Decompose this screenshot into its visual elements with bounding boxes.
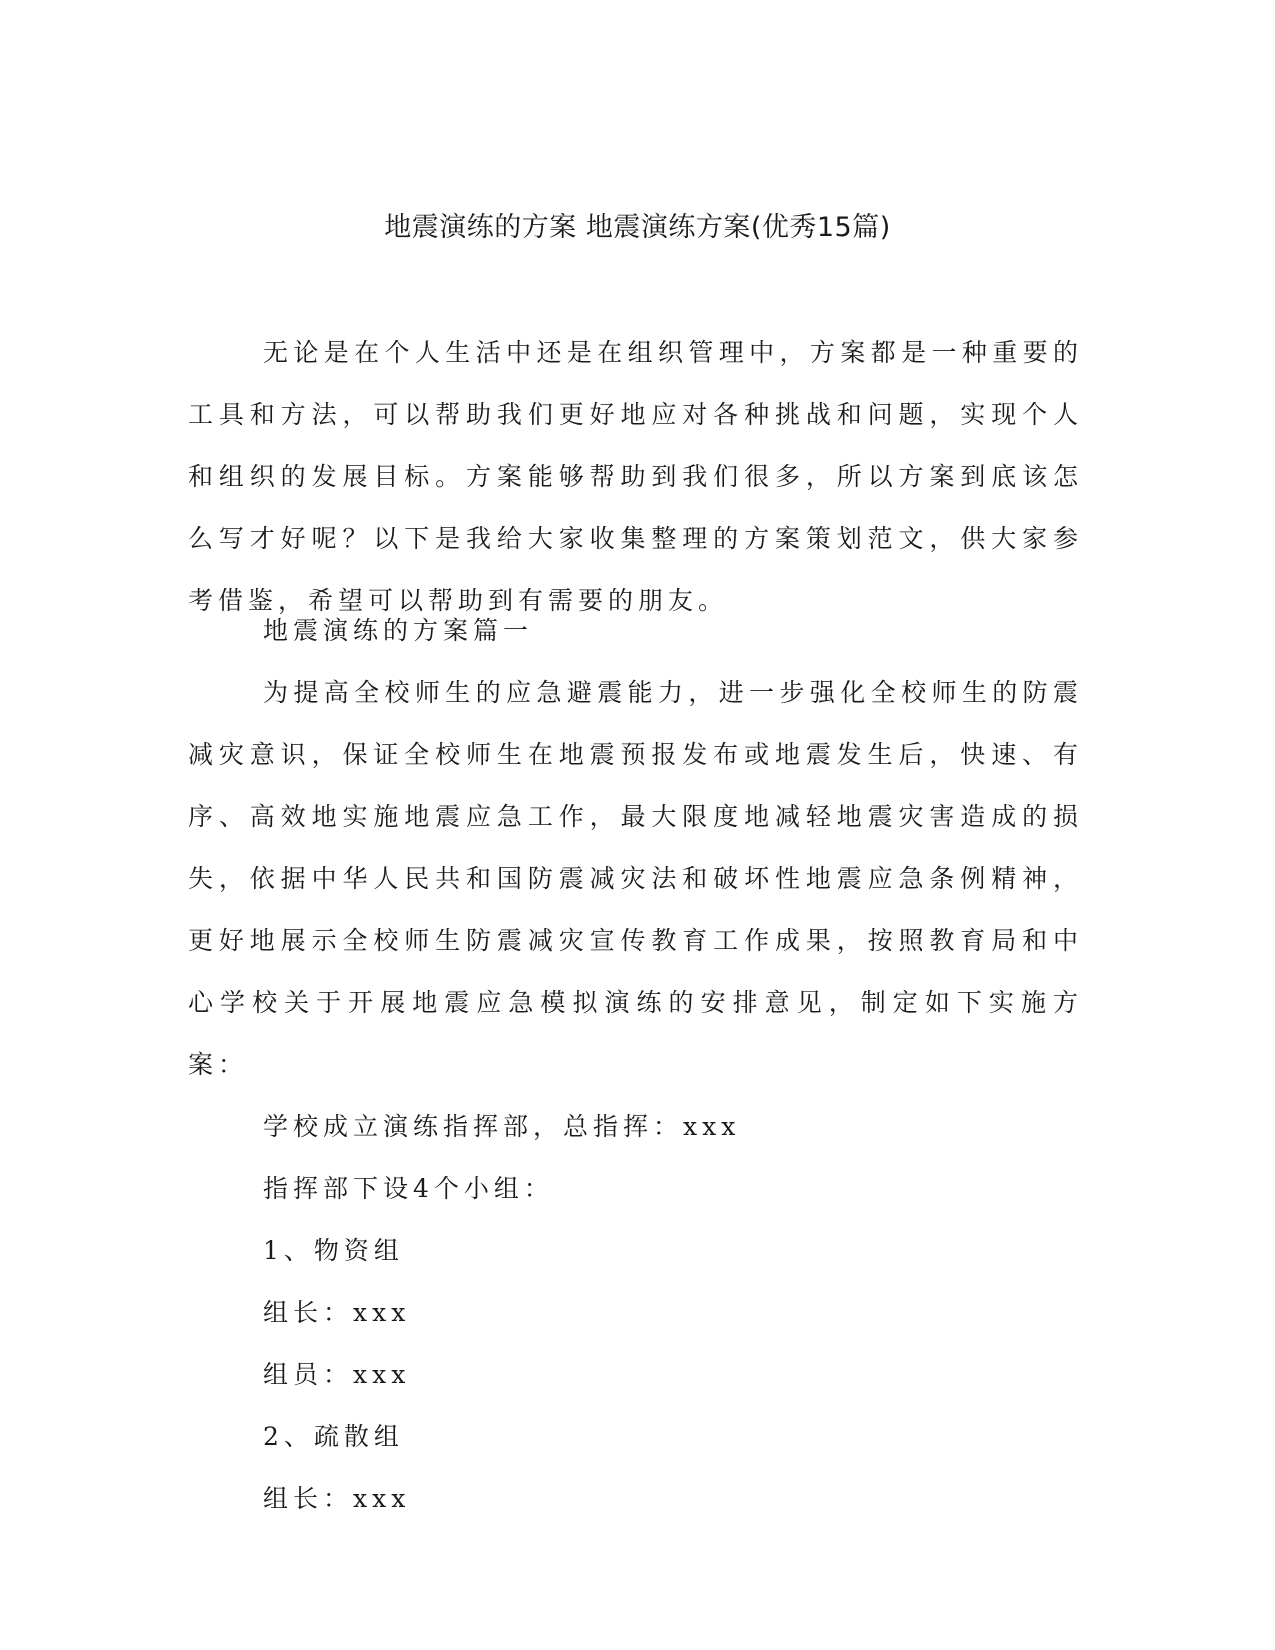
intro-paragraph: 无论是在个人生活中还是在组织管理中，方案都是一种重要的工具和方法，可以帮助我们更好地应对各种挑战和问题，实现个人和组织的发展目标。方案能够帮助到我们很多，所以方案到底该怎么写才好呢？以下是我给大家收集整理的方案策划范文，供大家参考借鉴，希望可以帮助到有需要的朋友。 [188, 338, 1083, 615]
text-line: 学校成立演练指挥部，总指挥：xxx [263, 1112, 741, 1141]
text-line: 组员：xxx [263, 1360, 411, 1389]
section-paragraph: 为提高全校师生的应急避震能力，进一步强化全校师生的防震减灾意识，保证全校师生在地震预报发布或地震发生后，快速、有序、高效地实施地震应急工作，最大限度地减轻地震灾害造成的损失，依据中华人民共和国防震减灾法和破坏性地震应急条例精神，更好地展示全校师生防震减灾宣传教育工作成果，按照教育局和中心学校关于开展地震应急模拟演练的安排意见，制定如下实施方案： [188, 678, 1083, 1079]
text-line: 指挥部下设4个小组： [263, 1174, 554, 1203]
document-body [188, 322, 1083, 632]
document-title: 地震演练的方案 地震演练方案(优秀15篇) [384, 212, 891, 243]
section-heading: 地震演练的方案篇一 [263, 616, 534, 645]
section-one [188, 600, 1083, 1530]
text-line: 组长：xxx [263, 1484, 411, 1513]
text-line: 组长：xxx [263, 1298, 411, 1327]
text-line: 2、疏散组 [263, 1422, 404, 1451]
text-line: 1、物资组 [263, 1236, 404, 1265]
